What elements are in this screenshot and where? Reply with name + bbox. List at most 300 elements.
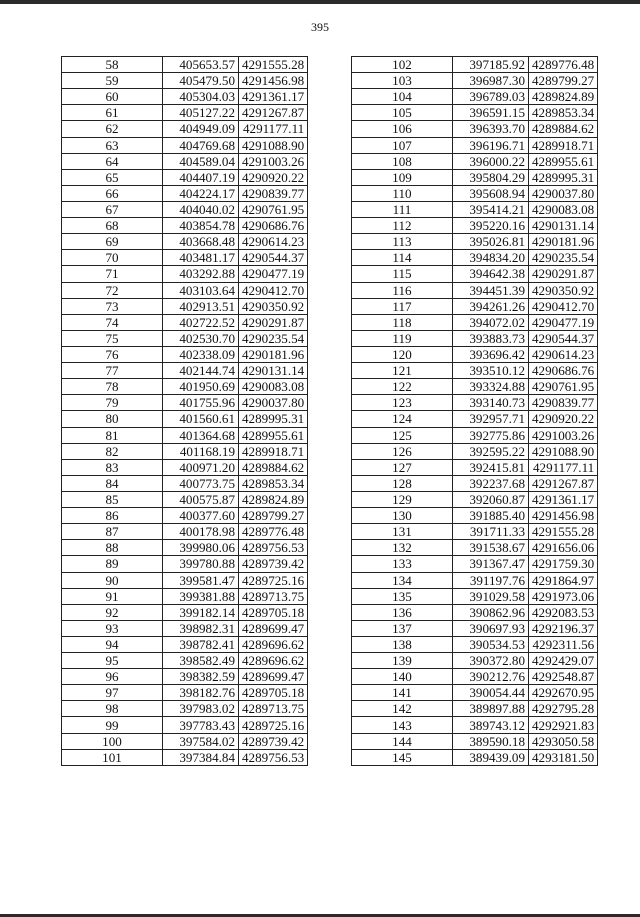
- point-number-cell: 68: [62, 218, 163, 234]
- table-row: [352, 282, 598, 298]
- table-row: [352, 508, 598, 524]
- x-coordinate-cell: 397983.02: [163, 701, 239, 717]
- x-coordinate-cell: 389897.88: [453, 701, 529, 717]
- y-coordinate-cell: 4290761.95: [239, 201, 308, 217]
- y-coordinate-cell: 4289955.61: [239, 427, 308, 443]
- y-coordinate-cell: 4290614.23: [529, 346, 598, 362]
- y-coordinate-cell: 4289756.53: [239, 749, 308, 765]
- y-coordinate-cell: 4291456.98: [529, 508, 598, 524]
- y-coordinate-cell: 4289705.18: [239, 604, 308, 620]
- point-number-cell: 71: [62, 266, 163, 282]
- point-number-cell: 107: [352, 137, 453, 153]
- table-row: [62, 540, 308, 556]
- table-row: [62, 169, 308, 185]
- x-coordinate-cell: 400178.98: [163, 524, 239, 540]
- y-coordinate-cell: 4289713.75: [239, 701, 308, 717]
- table-row: [352, 443, 598, 459]
- y-coordinate-cell: 4289995.31: [529, 169, 598, 185]
- point-number-cell: 86: [62, 508, 163, 524]
- x-coordinate-cell: 404949.09: [163, 121, 239, 137]
- y-coordinate-cell: 4289799.27: [529, 73, 598, 89]
- y-coordinate-cell: 4289799.27: [239, 508, 308, 524]
- table-row: [352, 636, 598, 652]
- y-coordinate-cell: 4290920.22: [529, 411, 598, 427]
- table-row: [352, 346, 598, 362]
- y-coordinate-cell: 4291003.26: [529, 427, 598, 443]
- x-coordinate-cell: 401364.68: [163, 427, 239, 443]
- point-number-cell: 105: [352, 105, 453, 121]
- point-number-cell: 75: [62, 330, 163, 346]
- y-coordinate-cell: 4291088.90: [239, 137, 308, 153]
- table-row: [62, 105, 308, 121]
- point-number-cell: 61: [62, 105, 163, 121]
- point-number-cell: 88: [62, 540, 163, 556]
- x-coordinate-cell: 391197.76: [453, 572, 529, 588]
- y-coordinate-cell: 4289995.31: [239, 411, 308, 427]
- x-coordinate-cell: 395414.21: [453, 201, 529, 217]
- point-number-cell: 145: [352, 749, 453, 765]
- x-coordinate-cell: 391367.47: [453, 556, 529, 572]
- table-row: [62, 153, 308, 169]
- y-coordinate-cell: 4289884.62: [239, 459, 308, 475]
- x-coordinate-cell: 396000.22: [453, 153, 529, 169]
- point-number-cell: 65: [62, 169, 163, 185]
- y-coordinate-cell: 4291555.28: [239, 57, 308, 73]
- x-coordinate-cell: 401755.96: [163, 395, 239, 411]
- y-coordinate-cell: 4292548.87: [529, 669, 598, 685]
- table-row: [62, 266, 308, 282]
- point-number-cell: 100: [62, 733, 163, 749]
- table-row: [352, 572, 598, 588]
- x-coordinate-cell: 395608.94: [453, 185, 529, 201]
- table-row: [62, 701, 308, 717]
- x-coordinate-cell: 397584.02: [163, 733, 239, 749]
- x-coordinate-cell: 398982.31: [163, 620, 239, 636]
- table-row: [62, 669, 308, 685]
- y-coordinate-cell: 4290686.76: [239, 218, 308, 234]
- table-row: [352, 234, 598, 250]
- x-coordinate-cell: 389743.12: [453, 717, 529, 733]
- table-row: [352, 218, 598, 234]
- y-coordinate-cell: 4290477.19: [239, 266, 308, 282]
- x-coordinate-cell: 391885.40: [453, 508, 529, 524]
- point-number-cell: 89: [62, 556, 163, 572]
- table-row: [62, 218, 308, 234]
- y-coordinate-cell: 4290131.14: [239, 363, 308, 379]
- table-row: [62, 282, 308, 298]
- table-row: [352, 201, 598, 217]
- x-coordinate-cell: 390372.80: [453, 653, 529, 669]
- x-coordinate-cell: 390862.96: [453, 604, 529, 620]
- x-coordinate-cell: 391029.58: [453, 588, 529, 604]
- point-number-cell: 83: [62, 459, 163, 475]
- x-coordinate-cell: 400377.60: [163, 508, 239, 524]
- point-number-cell: 136: [352, 604, 453, 620]
- x-coordinate-cell: 393510.12: [453, 363, 529, 379]
- table-row: [62, 524, 308, 540]
- table-row: [62, 346, 308, 362]
- x-coordinate-cell: 396987.30: [453, 73, 529, 89]
- x-coordinate-cell: 398582.49: [163, 653, 239, 669]
- point-number-cell: 87: [62, 524, 163, 540]
- x-coordinate-cell: 391711.33: [453, 524, 529, 540]
- y-coordinate-cell: 4292311.56: [529, 636, 598, 652]
- table-row: [62, 73, 308, 89]
- table-row: [62, 298, 308, 314]
- point-number-cell: 97: [62, 685, 163, 701]
- table-row: [352, 250, 598, 266]
- point-number-cell: 101: [62, 749, 163, 765]
- y-coordinate-cell: 4290544.37: [239, 250, 308, 266]
- y-coordinate-cell: 4292921.83: [529, 717, 598, 733]
- table-row: [62, 57, 308, 73]
- table-row: [352, 749, 598, 765]
- x-coordinate-cell: 401168.19: [163, 443, 239, 459]
- x-coordinate-cell: 403854.78: [163, 218, 239, 234]
- x-coordinate-cell: 397384.84: [163, 749, 239, 765]
- point-number-cell: 85: [62, 491, 163, 507]
- x-coordinate-cell: 398182.76: [163, 685, 239, 701]
- table-row: [352, 266, 598, 282]
- x-coordinate-cell: 394834.20: [453, 250, 529, 266]
- x-coordinate-cell: 392957.71: [453, 411, 529, 427]
- y-coordinate-cell: 4289853.34: [529, 105, 598, 121]
- point-number-cell: 131: [352, 524, 453, 540]
- x-coordinate-cell: 402144.74: [163, 363, 239, 379]
- x-coordinate-cell: 389439.09: [453, 749, 529, 765]
- point-number-cell: 142: [352, 701, 453, 717]
- y-coordinate-cell: 4289725.16: [239, 717, 308, 733]
- point-number-cell: 78: [62, 379, 163, 395]
- table-row: [352, 540, 598, 556]
- x-coordinate-cell: 393696.42: [453, 346, 529, 362]
- point-number-cell: 81: [62, 427, 163, 443]
- table-row: [352, 604, 598, 620]
- x-coordinate-cell: 404040.02: [163, 201, 239, 217]
- y-coordinate-cell: 4289756.53: [239, 540, 308, 556]
- table-row: [62, 636, 308, 652]
- y-coordinate-cell: 4291003.26: [239, 153, 308, 169]
- x-coordinate-cell: 392237.68: [453, 475, 529, 491]
- table-row: [62, 556, 308, 572]
- x-coordinate-cell: 403481.17: [163, 250, 239, 266]
- x-coordinate-cell: 396789.03: [453, 89, 529, 105]
- point-number-cell: 98: [62, 701, 163, 717]
- point-number-cell: 116: [352, 282, 453, 298]
- table-row: [62, 379, 308, 395]
- point-number-cell: 96: [62, 669, 163, 685]
- y-coordinate-cell: 4290412.70: [239, 282, 308, 298]
- point-number-cell: 70: [62, 250, 163, 266]
- y-coordinate-cell: 4289739.42: [239, 733, 308, 749]
- table-row: [62, 588, 308, 604]
- point-number-cell: 122: [352, 379, 453, 395]
- y-coordinate-cell: 4290181.96: [529, 234, 598, 250]
- y-coordinate-cell: 4292429.07: [529, 653, 598, 669]
- table-row: [352, 491, 598, 507]
- y-coordinate-cell: 4290181.96: [239, 346, 308, 362]
- table-row: [62, 604, 308, 620]
- y-coordinate-cell: 4289696.62: [239, 653, 308, 669]
- table-row: [62, 459, 308, 475]
- point-number-cell: 112: [352, 218, 453, 234]
- point-number-cell: 138: [352, 636, 453, 652]
- point-number-cell: 118: [352, 314, 453, 330]
- y-coordinate-cell: 4290291.87: [239, 314, 308, 330]
- table-row: [62, 443, 308, 459]
- x-coordinate-cell: 392415.81: [453, 459, 529, 475]
- table-row: [352, 620, 598, 636]
- y-coordinate-cell: 4290761.95: [529, 379, 598, 395]
- x-coordinate-cell: 399780.88: [163, 556, 239, 572]
- y-coordinate-cell: 4290037.80: [529, 185, 598, 201]
- point-number-cell: 62: [62, 121, 163, 137]
- point-number-cell: 119: [352, 330, 453, 346]
- table-row: [62, 411, 308, 427]
- point-number-cell: 94: [62, 636, 163, 652]
- y-coordinate-cell: 4291088.90: [529, 443, 598, 459]
- x-coordinate-cell: 395026.81: [453, 234, 529, 250]
- x-coordinate-cell: 392595.22: [453, 443, 529, 459]
- point-number-cell: 92: [62, 604, 163, 620]
- y-coordinate-cell: 4289918.71: [239, 443, 308, 459]
- y-coordinate-cell: 4290083.08: [239, 379, 308, 395]
- y-coordinate-cell: 4290291.87: [529, 266, 598, 282]
- table-row: [352, 685, 598, 701]
- point-number-cell: 99: [62, 717, 163, 733]
- table-row: [352, 524, 598, 540]
- y-coordinate-cell: 4292795.28: [529, 701, 598, 717]
- y-coordinate-cell: 4289739.42: [239, 556, 308, 572]
- point-number-cell: 123: [352, 395, 453, 411]
- y-coordinate-cell: 4290839.77: [529, 395, 598, 411]
- table-row: [62, 395, 308, 411]
- x-coordinate-cell: 389590.18: [453, 733, 529, 749]
- x-coordinate-cell: 396196.71: [453, 137, 529, 153]
- table-row: [62, 89, 308, 105]
- x-coordinate-cell: 391538.67: [453, 540, 529, 556]
- x-coordinate-cell: 402338.09: [163, 346, 239, 362]
- y-coordinate-cell: 4290037.80: [239, 395, 308, 411]
- y-coordinate-cell: 4291177.11: [239, 121, 308, 137]
- table-row: [62, 201, 308, 217]
- point-number-cell: 60: [62, 89, 163, 105]
- point-number-cell: 125: [352, 427, 453, 443]
- point-number-cell: 121: [352, 363, 453, 379]
- y-coordinate-cell: 4291656.06: [529, 540, 598, 556]
- x-coordinate-cell: 400971.20: [163, 459, 239, 475]
- y-coordinate-cell: 4290839.77: [239, 185, 308, 201]
- x-coordinate-cell: 399381.88: [163, 588, 239, 604]
- x-coordinate-cell: 399980.06: [163, 540, 239, 556]
- table-row: [62, 137, 308, 153]
- point-number-cell: 137: [352, 620, 453, 636]
- point-number-cell: 63: [62, 137, 163, 153]
- table-row: [352, 588, 598, 604]
- point-number-cell: 139: [352, 653, 453, 669]
- table-row: [352, 137, 598, 153]
- x-coordinate-cell: 400575.87: [163, 491, 239, 507]
- y-coordinate-cell: 4289705.18: [239, 685, 308, 701]
- y-coordinate-cell: 4290544.37: [529, 330, 598, 346]
- table-row: [62, 733, 308, 749]
- x-coordinate-cell: 395220.16: [453, 218, 529, 234]
- x-coordinate-cell: 405304.03: [163, 89, 239, 105]
- table-row: [352, 427, 598, 443]
- y-coordinate-cell: 4289699.47: [239, 669, 308, 685]
- point-number-cell: 127: [352, 459, 453, 475]
- point-number-cell: 132: [352, 540, 453, 556]
- point-number-cell: 128: [352, 475, 453, 491]
- table-row: [352, 89, 598, 105]
- x-coordinate-cell: 396393.70: [453, 121, 529, 137]
- y-coordinate-cell: 4292670.95: [529, 685, 598, 701]
- table-row: [352, 314, 598, 330]
- table-row: [352, 653, 598, 669]
- x-coordinate-cell: 405127.22: [163, 105, 239, 121]
- coordinates-table-right: [351, 56, 598, 766]
- table-row: [352, 459, 598, 475]
- table-row: [352, 330, 598, 346]
- point-number-cell: 129: [352, 491, 453, 507]
- y-coordinate-cell: 4292196.37: [529, 620, 598, 636]
- table-row: [352, 363, 598, 379]
- top-border-rule: [0, 0, 640, 4]
- x-coordinate-cell: 390212.76: [453, 669, 529, 685]
- y-coordinate-cell: 4290920.22: [239, 169, 308, 185]
- x-coordinate-cell: 394642.38: [453, 266, 529, 282]
- point-number-cell: 95: [62, 653, 163, 669]
- point-number-cell: 66: [62, 185, 163, 201]
- table-row: [352, 475, 598, 491]
- y-coordinate-cell: 4289824.89: [529, 89, 598, 105]
- point-number-cell: 110: [352, 185, 453, 201]
- x-coordinate-cell: 402913.51: [163, 298, 239, 314]
- point-number-cell: 58: [62, 57, 163, 73]
- x-coordinate-cell: 403103.64: [163, 282, 239, 298]
- x-coordinate-cell: 392060.87: [453, 491, 529, 507]
- x-coordinate-cell: 405479.50: [163, 73, 239, 89]
- table-row: [352, 105, 598, 121]
- y-coordinate-cell: 4291361.17: [239, 89, 308, 105]
- x-coordinate-cell: 398382.59: [163, 669, 239, 685]
- point-number-cell: 59: [62, 73, 163, 89]
- y-coordinate-cell: 4289884.62: [529, 121, 598, 137]
- x-coordinate-cell: 399581.47: [163, 572, 239, 588]
- table-row: [62, 508, 308, 524]
- y-coordinate-cell: 4290083.08: [529, 201, 598, 217]
- table-row: [62, 572, 308, 588]
- coordinates-table-left: [61, 56, 308, 766]
- y-coordinate-cell: 4289824.89: [239, 491, 308, 507]
- table-row: [352, 669, 598, 685]
- y-coordinate-cell: 4290350.92: [239, 298, 308, 314]
- y-coordinate-cell: 4290235.54: [239, 330, 308, 346]
- table-row: [352, 73, 598, 89]
- table-row: [62, 685, 308, 701]
- x-coordinate-cell: 393324.88: [453, 379, 529, 395]
- table-row: [352, 57, 598, 73]
- table-row: [352, 169, 598, 185]
- point-number-cell: 111: [352, 201, 453, 217]
- y-coordinate-cell: 4290614.23: [239, 234, 308, 250]
- x-coordinate-cell: 404589.04: [163, 153, 239, 169]
- point-number-cell: 93: [62, 620, 163, 636]
- point-number-cell: 64: [62, 153, 163, 169]
- y-coordinate-cell: 4289696.62: [239, 636, 308, 652]
- y-coordinate-cell: 4289776.48: [529, 57, 598, 73]
- point-number-cell: 130: [352, 508, 453, 524]
- table-row: [62, 314, 308, 330]
- table-row: [62, 121, 308, 137]
- x-coordinate-cell: 398782.41: [163, 636, 239, 652]
- x-coordinate-cell: 397783.43: [163, 717, 239, 733]
- y-coordinate-cell: 4293050.58: [529, 733, 598, 749]
- point-number-cell: 84: [62, 475, 163, 491]
- point-number-cell: 120: [352, 346, 453, 362]
- y-coordinate-cell: 4290477.19: [529, 314, 598, 330]
- y-coordinate-cell: 4291973.06: [529, 588, 598, 604]
- y-coordinate-cell: 4291555.28: [529, 524, 598, 540]
- point-number-cell: 90: [62, 572, 163, 588]
- table-row: [352, 733, 598, 749]
- x-coordinate-cell: 390697.93: [453, 620, 529, 636]
- x-coordinate-cell: 404769.68: [163, 137, 239, 153]
- point-number-cell: 104: [352, 89, 453, 105]
- table-row: [352, 185, 598, 201]
- point-number-cell: 133: [352, 556, 453, 572]
- table-row: [62, 717, 308, 733]
- y-coordinate-cell: 4291864.97: [529, 572, 598, 588]
- point-number-cell: 108: [352, 153, 453, 169]
- x-coordinate-cell: 404224.17: [163, 185, 239, 201]
- x-coordinate-cell: 399182.14: [163, 604, 239, 620]
- table-row: [62, 475, 308, 491]
- x-coordinate-cell: 402722.52: [163, 314, 239, 330]
- point-number-cell: 80: [62, 411, 163, 427]
- x-coordinate-cell: 401950.69: [163, 379, 239, 395]
- table-row: [62, 250, 308, 266]
- point-number-cell: 109: [352, 169, 453, 185]
- x-coordinate-cell: 403668.48: [163, 234, 239, 250]
- y-coordinate-cell: 4290412.70: [529, 298, 598, 314]
- point-number-cell: 72: [62, 282, 163, 298]
- y-coordinate-cell: 4291267.87: [529, 475, 598, 491]
- table-row: [62, 185, 308, 201]
- y-coordinate-cell: 4289918.71: [529, 137, 598, 153]
- y-coordinate-cell: 4291177.11: [529, 459, 598, 475]
- point-number-cell: 102: [352, 57, 453, 73]
- x-coordinate-cell: 393140.73: [453, 395, 529, 411]
- point-number-cell: 117: [352, 298, 453, 314]
- page-number: 395: [311, 20, 329, 34]
- x-coordinate-cell: 403292.88: [163, 266, 239, 282]
- point-number-cell: 114: [352, 250, 453, 266]
- y-coordinate-cell: 4289699.47: [239, 620, 308, 636]
- y-coordinate-cell: 4293181.50: [529, 749, 598, 765]
- y-coordinate-cell: 4291267.87: [239, 105, 308, 121]
- y-coordinate-cell: 4292083.53: [529, 604, 598, 620]
- x-coordinate-cell: 393883.73: [453, 330, 529, 346]
- point-number-cell: 135: [352, 588, 453, 604]
- point-number-cell: 74: [62, 314, 163, 330]
- y-coordinate-cell: 4290131.14: [529, 218, 598, 234]
- point-number-cell: 77: [62, 363, 163, 379]
- point-number-cell: 106: [352, 121, 453, 137]
- table-row: [352, 121, 598, 137]
- x-coordinate-cell: 390054.44: [453, 685, 529, 701]
- point-number-cell: 140: [352, 669, 453, 685]
